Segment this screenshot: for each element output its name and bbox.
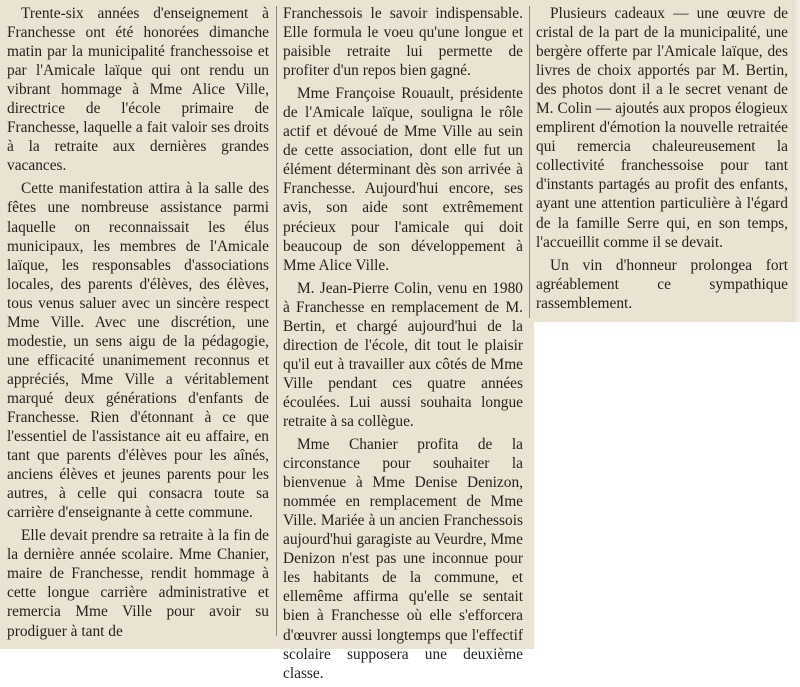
paragraph: Mme Françoise Rouault, présidente de l'Amicale laïque, souligna le rôle actif et dévoué de Mme Ville au sein de cette association, dont elle fut un élément déterminant dès son arrivée à Franchesse. Aujourd'hui encore, ses avis, son aide sont extrêmement précieux pour l'amicale qui doit beaucoup de son développement à Mme Alice Ville.	[283, 85, 523, 274]
paragraph: Trente-six années d'enseignement à Franchesse ont été honorées dimanche matin par la municipalité franchessoise et par l'Amicale laïque qui ont rendu un vibrant hommage à Mme Alice Ville, directrice de l'école primaire de Franchesse, laquelle a fait valoir ses droits à la retraite aux dernières grandes vacances.	[7, 5, 269, 175]
paragraph: Franchessois le savoir indispensable. Elle formula le voeu qu'une longue et paisible retraite lui permette de profiter d'un repos bien gagné.	[283, 5, 523, 80]
article-column-2	[283, 4, 523, 687]
column-rule-left	[276, 6, 277, 636]
paragraph: Plusieurs cadeaux — une œuvre de cristal de la part de la municipalité, une bergère offerte par l'Amicale laïque, des livres de choix apportés par M. Bertin, des photos dont il a le secret venant de M. Colin — ajoutés aux propos élogieux emplirent d'émotion la nouvelle retraitée qui remercia chaleureusement la collectivité franchessoise pour tant d'instants partagés au profit des enfants, ayant une attention particulière à l'égard de la famille Serre qui, en son temps, l'accueillit comme il se devait.	[536, 5, 788, 251]
column-rule-right	[529, 6, 530, 318]
paragraph: Cette manifestation attira à la salle des fêtes une nombreuse assistance parmi laquelle on reconnaissait les élus municipaux, les membres de l'Amicale laïque, les responsables d'associations locales, des parents d'élèves, des élèves, tous venus saluer avec un sincère respect Mme Ville. Avec une discrétion, une modestie, un sens aigu de la pédagogie, une efficacité unanimement reconnus et appréciés, Mme Ville a véritablement marqué deux générations d'enfants de Franchesse. Rien d'étonnant à ce que l'essentiel de l'assistance ait eu affaire, en tant que parents d'élèves pour les aînés, anciens élèves et jeunes parents pour les autres, à celle qui consacra toute sa carrière d'enseignante à cette commune.	[7, 180, 269, 522]
clipping-right-edge	[792, 0, 800, 322]
article-column-3	[536, 4, 788, 317]
article-column-1	[7, 4, 269, 645]
paragraph: Un vin d'honneur prolongea fort agréablement ce sympathique rassemblement.	[536, 256, 788, 312]
paragraph: Elle devait prendre sa retraite à la fin de la dernière année scolaire. Mme Chanier, maire de Franchesse, rendit hommage à cette longue carrière administrative et remercia Mme Ville pour avoir su prodiguer à tant de	[7, 527, 269, 640]
paragraph: M. Jean-Pierre Colin, venu en 1980 à Franchesse en remplacement de M. Bertin, et chargé aujourd'hui de la direction de l'école, dit tout le plaisir qu'il eut à travailler aux côtés de Mme Ville pendant ces quatre années écoulées. Lui aussi souhaita longue retraite à sa collègue.	[283, 279, 523, 430]
blank-background	[534, 322, 800, 649]
paragraph: Mme Chanier profita de la circonstance pour souhaiter la bienvenue à Mme Denise Denizon, nommée en remplacement de Mme Ville. Mariée à un ancien Franchessois aujourd'hui garagiste au Veurdre, Mme Denizon n'est pas une inconnue pour les habitants de la commune, et ellemême affirma qu'elle se sentait bien à Franchesse où elle s'efforcera d'œuvrer aussi longtemps que l'effectif scolaire supposera une deuxième classe.	[283, 436, 523, 682]
